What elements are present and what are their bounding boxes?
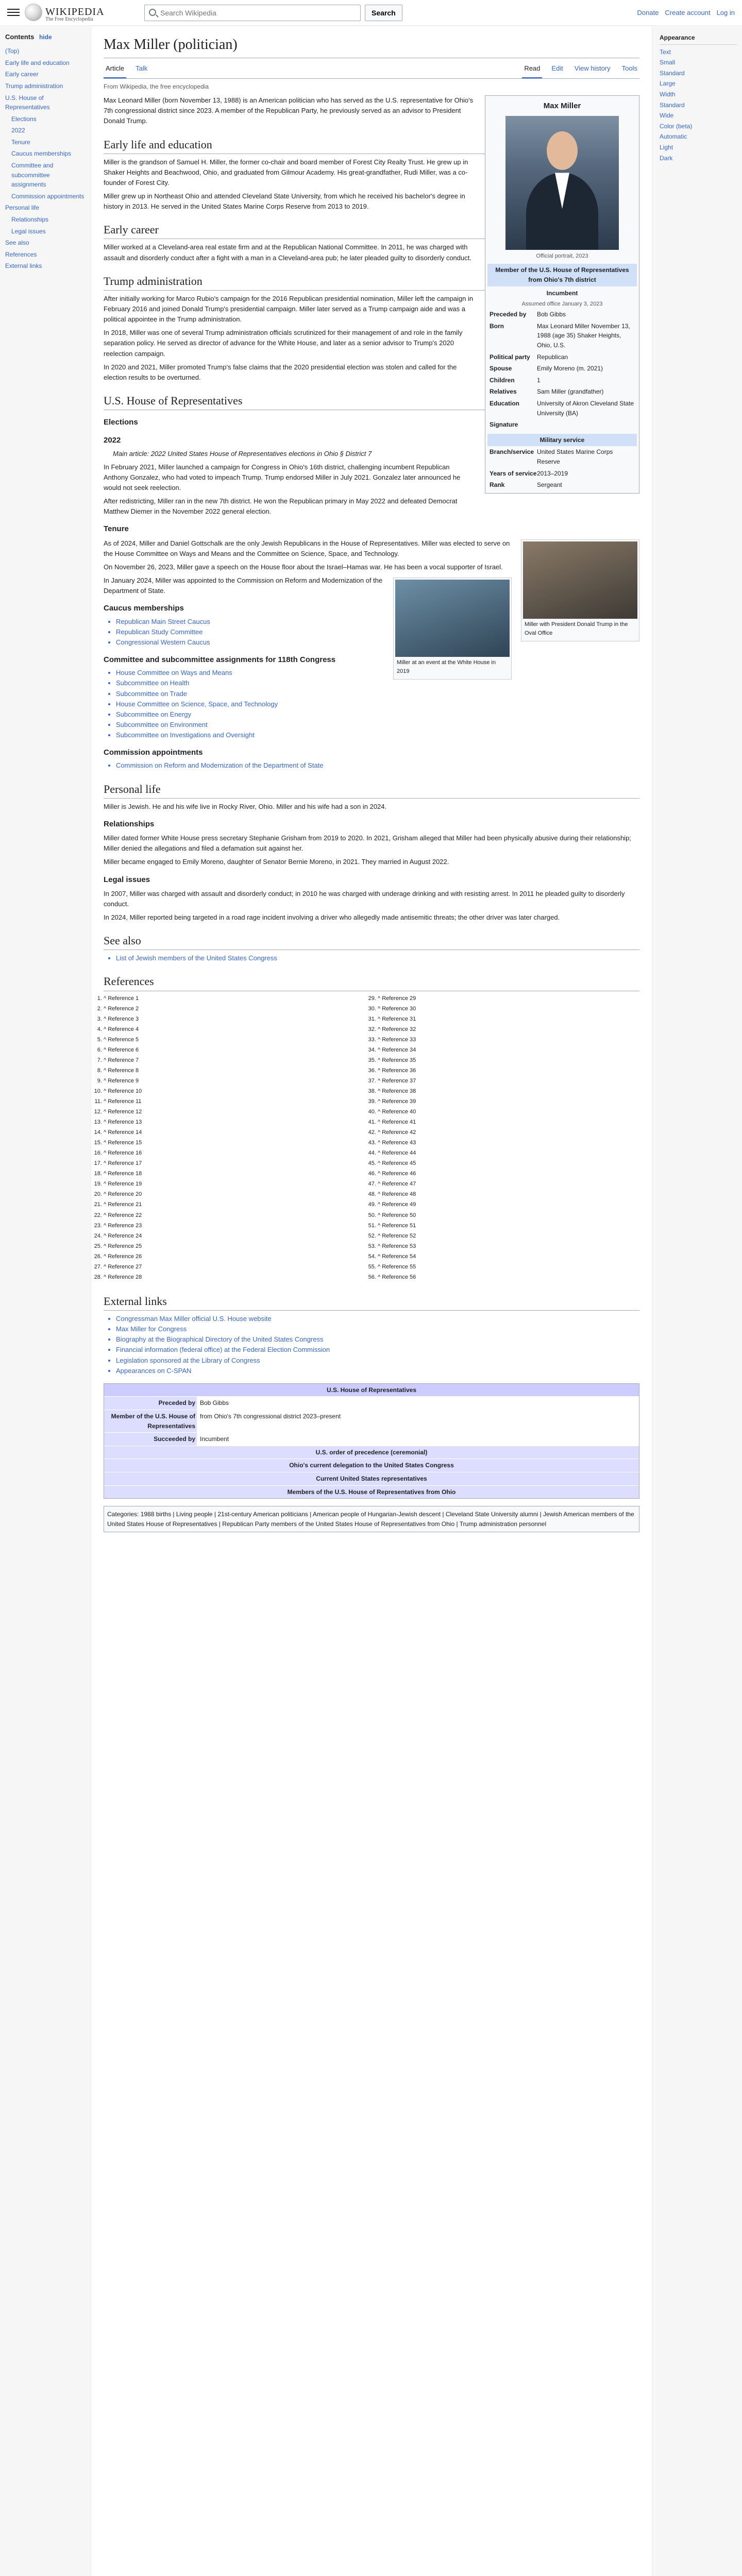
reference-item[interactable]: 22. ^ Reference 22 <box>104 1211 365 1220</box>
external-links-list <box>116 1314 639 1376</box>
reference-item[interactable]: 30. ^ Reference 30 <box>378 1005 639 1013</box>
infobox-incumbent: Incumbent <box>546 289 578 297</box>
toc-item[interactable]: Committee and subcommittee assignments <box>11 162 54 189</box>
navbox-value[interactable]: from Ohio's 7th congressional district 2023–present <box>197 1410 639 1432</box>
reference-item[interactable]: 15. ^ Reference 15 <box>104 1139 365 1147</box>
paragraph: In January 2024, Miller was appointed to the Commission on Reform and Modernization of the Department of State. <box>104 577 383 595</box>
appearance-option[interactable]: Dark <box>660 154 673 162</box>
reference-item[interactable]: 23. ^ Reference 23 <box>104 1222 365 1230</box>
infobox-label: Born <box>490 322 504 330</box>
infobox-row <box>487 320 637 351</box>
infobox-value: Bob Gibbs <box>537 311 566 318</box>
reference-item[interactable]: 19. ^ Reference 19 <box>104 1180 365 1189</box>
infobox-value: Sam Miller (grandfather) <box>537 388 604 396</box>
see-also-item[interactable]: • List of Jewish members of the United States Congress <box>116 953 639 963</box>
official-portrait-photo[interactable] <box>505 116 619 250</box>
infobox-value: University of Akron Cleveland State University (BA) <box>537 400 634 417</box>
appearance-option[interactable]: Small <box>660 59 676 66</box>
toc-item[interactable]: Caucus memberships <box>11 150 72 158</box>
toc-list <box>5 45 86 272</box>
main-article-hatnote[interactable]: Main article: 2022 United States House of Representatives elections in Ohio § District 7 <box>113 449 372 457</box>
infobox-label: Preceded by <box>490 311 527 318</box>
paragraph: On November 26, 2023, Miller gave a speech on the House floor about the Israel–Hamas war. He has been a vocal supporter of Israel. <box>104 563 503 571</box>
infobox-row <box>487 398 637 419</box>
infobox-label: Rank <box>490 481 505 489</box>
reference-item[interactable]: 4. ^ Reference 4 <box>104 1025 365 1034</box>
infobox-value: 2013–2019 <box>537 469 568 477</box>
reference-item[interactable]: 55. ^ Reference 55 <box>378 1263 639 1272</box>
article-content <box>91 26 652 2576</box>
reference-item[interactable]: 14. ^ Reference 14 <box>104 1128 365 1137</box>
paragraph: Miller worked at a Cleveland-area real estate firm and at the Republican National Committee. In 2011, he was charged with assault and disorderly conduct after a fight with a man in a Cleveland-area pub; he later pleaded guilty to disorderly conduct. <box>104 243 471 262</box>
thumbnail-figure <box>521 539 639 641</box>
committee-item[interactable]: • Subcommittee on Environment <box>116 720 639 730</box>
table-of-contents <box>0 26 91 278</box>
toc-item[interactable]: Tenure <box>11 138 30 146</box>
reference-item[interactable]: 20. ^ Reference 20 <box>104 1190 365 1199</box>
lead-paragraph: Max Leonard Miller (born November 13, 1988) is an American politician who has served as the U.S. representative for Ohio's 7th congressional district since 2023. A member of the Republican Party, he previously served as an advisor to President Donald Trump. <box>104 96 474 125</box>
section-see-also: See also <box>104 932 639 950</box>
tab-talk[interactable]: Talk <box>136 64 148 73</box>
paragraph: In February 2021, Miller launched a campaign for Congress in Ohio's 16th district, challenging incumbent Republican Anthony Gonzalez, who had voted to impeach Trump. Trump endorsed Miller in July 2021. Gonzalez later announced he would not seek reelection. <box>104 463 461 492</box>
reference-item[interactable]: 24. ^ Reference 24 <box>104 1232 365 1241</box>
paragraph: In 2018, Miller was one of several Trump administration officials scrutinized for their management of and role in the family separation policy. He served as director of advance for the White House, and later as a senior advisor to Trump's 2020 reelection campaign. <box>104 329 463 358</box>
navbox-row <box>104 1396 639 1410</box>
paragraph: Miller grew up in Northeast Ohio and attended Cleveland State University, from which he received his bachelor's degree in history in 2013. He served in the United States Marine Corps Reserve from 2013 to 2019. <box>104 192 465 211</box>
thumbnail-caption: Miller with President Donald Trump in the Oval Office <box>525 621 628 636</box>
committee-item[interactable]: • House Committee on Science, Space, and Technology <box>116 699 639 709</box>
reference-item[interactable]: 12. ^ Reference 12 <box>104 1108 365 1116</box>
infobox-label: Political party <box>490 353 530 361</box>
paragraph: Miller dated former White House press secretary Stephanie Grisham from 2019 to 2020. In 2021, Grisham alleged that Miller had been physically abusive during their relationship; Miller denied the allegations and filed a defamation suit against her. <box>104 834 631 853</box>
photo-caption: Official portrait, 2023 <box>536 253 588 260</box>
committee-list <box>116 668 639 740</box>
search-input[interactable] <box>160 7 315 19</box>
toc-item[interactable]: References <box>5 250 37 258</box>
toc-item[interactable]: See also <box>5 239 29 247</box>
reference-item[interactable]: 45. ^ Reference 45 <box>378 1159 639 1168</box>
paragraph: In 2024, Miller reported being targeted in a road rage incident involving a driver who allegedly made antisemitic threats; the other driver was later charged. <box>104 913 560 922</box>
reference-item[interactable]: 8. ^ Reference 8 <box>104 1066 365 1075</box>
toc-item[interactable]: 2022 <box>11 127 25 134</box>
navbox-value[interactable]: Incumbent <box>197 1433 639 1446</box>
site-header <box>0 0 742 26</box>
toc-item[interactable]: Legal issues <box>11 227 46 235</box>
infobox-value: United States Marine Corps Reserve <box>537 448 613 465</box>
reference-item[interactable]: 34. ^ Reference 34 <box>378 1046 639 1055</box>
external-link-item[interactable]: • Congressman Max Miller official U.S. House website <box>116 1314 639 1324</box>
toc-item[interactable]: U.S. House of Representatives <box>5 94 50 111</box>
toc-item[interactable]: (Top) <box>5 47 20 55</box>
infobox-value: Emily Moreno (m. 2021) <box>537 365 603 372</box>
infobox-rows <box>487 309 637 431</box>
reference-item[interactable]: 10. ^ Reference 10 <box>104 1087 365 1096</box>
reference-item[interactable]: 13. ^ Reference 13 <box>104 1118 365 1127</box>
section-references: References <box>104 973 639 991</box>
succession-navbox <box>104 1383 639 1499</box>
section-early-career: Early career <box>104 221 639 239</box>
appearance-option[interactable]: Standard <box>660 101 685 109</box>
infobox-row <box>487 479 637 491</box>
infobox-title: Max Miller <box>543 101 581 111</box>
references-list <box>104 994 639 1283</box>
reference-item[interactable]: 6. ^ Reference 6 <box>104 1046 365 1055</box>
paragraph: After initially working for Marco Rubio's campaign for the 2016 Republican presidential nomination, Miller left the campaign in February 2016 and joined Donald Trump's presidential campaign. Miller later served as a Trump campaign aide and was a political appointee in the Trump administration. <box>104 294 474 324</box>
navbox-value[interactable]: Bob Gibbs <box>197 1397 639 1410</box>
wikipedia-wordmark[interactable]: WIKIPEDIA <box>45 6 105 18</box>
reference-item[interactable]: 27. ^ Reference 27 <box>104 1263 365 1272</box>
search-icon <box>149 9 156 16</box>
reference-item[interactable]: 49. ^ Reference 49 <box>378 1200 639 1209</box>
appearance-option[interactable]: Automatic <box>660 133 687 141</box>
reference-item[interactable]: 54. ^ Reference 54 <box>378 1252 639 1261</box>
section-personal-life: Personal life <box>104 781 639 799</box>
committee-item[interactable]: • House Committee on Ways and Means <box>116 668 639 678</box>
thumbnail-caption: Miller at an event at the White House in 2019 <box>397 659 496 675</box>
reference-item[interactable]: 16. ^ Reference 16 <box>104 1149 365 1158</box>
navbox-row <box>104 1410 639 1432</box>
caucus-item[interactable]: • Republican Study Committee <box>116 627 639 637</box>
thumbnail-image[interactable] <box>395 580 510 657</box>
infobox-row <box>487 468 637 480</box>
search-button[interactable]: Search <box>365 5 402 21</box>
infobox-row <box>487 363 637 375</box>
toc-item[interactable]: Early career <box>5 71 39 78</box>
infobox-value: Max Leonard Miller November 13, 1988 (age 35) Shaker Heights, Ohio, U.S. <box>537 322 630 349</box>
reference-item[interactable]: 25. ^ Reference 25 <box>104 1242 365 1251</box>
reference-item[interactable]: 39. ^ Reference 39 <box>378 1097 639 1106</box>
committee-item[interactable]: • Subcommittee on Trade <box>116 689 639 699</box>
reference-item[interactable]: 9. ^ Reference 9 <box>104 1077 365 1086</box>
navbox-label: Succeeded by <box>104 1433 197 1446</box>
tab-tools[interactable]: Tools <box>621 64 637 73</box>
reference-item[interactable]: 50. ^ Reference 50 <box>378 1211 639 1220</box>
search-box <box>144 5 361 21</box>
subsection-legal-issues: Legal issues <box>104 875 150 884</box>
reference-item[interactable]: 7. ^ Reference 7 <box>104 1056 365 1065</box>
appearance-panel <box>660 33 737 163</box>
main-menu-icon[interactable] <box>7 7 20 18</box>
appearance-option[interactable]: Large <box>660 80 676 88</box>
section-external-links: External links <box>104 1293 639 1311</box>
external-link-item[interactable]: • Biography at the Biographical Directory of the United States Congress <box>116 1334 639 1345</box>
donate-link[interactable]: Donate <box>637 9 659 16</box>
appearance-option[interactable]: Light <box>660 143 673 151</box>
reference-item[interactable]: 21. ^ Reference 21 <box>104 1200 365 1209</box>
reference-item[interactable]: 42. ^ Reference 42 <box>378 1128 639 1137</box>
infobox-office-section: Member of the U.S. House of Representatives from Ohio's 7th district <box>487 264 637 286</box>
external-link-item[interactable]: • Max Miller for Congress <box>116 1324 639 1334</box>
paragraph: Miller is Jewish. He and his wife live in Rocky River, Ohio. Miller and his wife had a son in 2024. <box>104 802 387 810</box>
reference-item[interactable]: 38. ^ Reference 38 <box>378 1087 639 1096</box>
infobox-label: Spouse <box>490 365 512 372</box>
infobox-value: Republican <box>537 353 568 361</box>
reference-item[interactable]: 47. ^ Reference 47 <box>378 1180 639 1189</box>
appearance-option[interactable]: Color (beta) <box>660 122 693 130</box>
reference-item[interactable]: 11. ^ Reference 11 <box>104 1097 365 1106</box>
paragraph: As of 2024, Miller and Daniel Gottschalk are the only Jewish Republicans in the House of Representatives. Miller was elected to serve on the House Committee on Ways and Means and the Committee on Science, Space, and Technology. <box>104 539 510 557</box>
page-tabs <box>104 60 639 78</box>
infobox-row <box>487 375 637 386</box>
reference-item[interactable]: 43. ^ Reference 43 <box>378 1139 639 1147</box>
toc-item[interactable]: Relationships <box>11 216 49 224</box>
subsection-tenure: Tenure <box>104 524 129 534</box>
subsection-elections: Elections <box>104 418 138 427</box>
infobox-row <box>487 351 637 363</box>
infobox-military-rows <box>487 446 637 490</box>
reference-item[interactable]: 32. ^ Reference 32 <box>378 1025 639 1034</box>
infobox-row <box>487 309 637 320</box>
subsection-relationships: Relationships <box>104 819 155 828</box>
user-links <box>637 8 735 18</box>
infobox-label: Signature <box>490 421 518 429</box>
paragraph: After redistricting, Miller ran in the new 7th district. He won the Republican primary in May 2022 and defeated Democrat Matthew Diemer in the November 2022 general election. <box>104 497 458 516</box>
tab-read[interactable]: Read <box>522 60 542 78</box>
infobox-label: Branch/service <box>490 448 534 456</box>
external-link-item[interactable]: • Appearances on C-SPAN <box>116 1366 639 1376</box>
wikipedia-tagline: The Free Encyclopedia <box>45 16 93 22</box>
paragraph: In 2020 and 2021, Miller promoted Trump's false claims that the 2020 presidential election was stolen and called for the election results to be overturned. <box>104 363 457 381</box>
reference-item[interactable]: 31. ^ Reference 31 <box>378 1015 639 1024</box>
subsection-caucus: Caucus memberships <box>104 604 184 613</box>
reference-item[interactable]: 18. ^ Reference 18 <box>104 1170 365 1178</box>
create-account-link[interactable]: Create account <box>665 9 711 16</box>
reference-item[interactable]: 5. ^ Reference 5 <box>104 1036 365 1044</box>
infobox-value <box>537 420 635 430</box>
infobox-assumed-office: Assumed office January 3, 2023 <box>521 301 603 308</box>
navbox-current-representatives[interactable]: Current United States representatives <box>104 1472 639 1485</box>
navbox-row <box>104 1432 639 1446</box>
committee-item[interactable]: • Subcommittee on Health <box>116 678 639 688</box>
infobox-label: Relatives <box>490 388 517 396</box>
toc-item[interactable]: Early life and education <box>5 59 70 66</box>
paragraph: Miller is the grandson of Samuel H. Miller, the former co-chair and board member of Forest City Realty Trust. He grew up in Shaker Heights and Beachwood, Ohio, and graduated from Gilmour Academy. His great-grandfather, Rudi Miller, was a co-founder of Forest City. <box>104 158 468 187</box>
appearance-title: Appearance <box>660 33 737 45</box>
toc-item[interactable]: Personal life <box>5 204 40 212</box>
section-house: U.S. House of Representatives <box>104 392 639 410</box>
wikipedia-globe-logo[interactable] <box>25 4 42 21</box>
navbox-ohio-delegation[interactable]: Ohio's current delegation to the United States Congress <box>104 1459 639 1472</box>
subsection-commission: Commission appointments <box>104 748 203 757</box>
reference-item[interactable]: 37. ^ Reference 37 <box>378 1077 639 1086</box>
toc-title: Contents hide <box>5 33 52 41</box>
reference-item[interactable]: 48. ^ Reference 48 <box>378 1190 639 1199</box>
reference-item[interactable]: 52. ^ Reference 52 <box>378 1232 639 1241</box>
reference-item[interactable]: 40. ^ Reference 40 <box>378 1108 639 1116</box>
navbox-label: Preceded by <box>104 1397 197 1410</box>
external-link-item[interactable]: • Legislation sponsored at the Library of Congress <box>116 1355 639 1366</box>
reference-item[interactable]: 2. ^ Reference 2 <box>104 1005 365 1013</box>
reference-item[interactable]: 1. ^ Reference 1 <box>104 994 365 1003</box>
infobox-label: Children <box>490 376 515 384</box>
paragraph: In 2007, Miller was charged with assault and disorderly conduct; in 2010 he was charged with underage drinking and with resisting arrest. In 2011 he pleaded guilty to disorderly conduct. <box>104 889 625 908</box>
subsection-2022: 2022 <box>104 436 121 445</box>
toc-item[interactable]: Commission appointments <box>11 192 85 200</box>
infobox-label: Years of service <box>490 469 537 477</box>
reference-item[interactable]: 56. ^ Reference 56 <box>378 1273 639 1282</box>
reference-item[interactable]: 17. ^ Reference 17 <box>104 1159 365 1168</box>
infobox-row <box>487 386 637 398</box>
navbox-title: U.S. House of Representatives <box>104 1384 639 1397</box>
category-links[interactable]: Categories: 1988 births | Living people | 21st-century American politicians | American people of Hungarian-Jewish descent | Cleveland State University alumni | Jewish American members of the United States House of Representatives | Republican Party members of the United States House of Representatives from Ohio | Trump administration personnel <box>104 1506 639 1532</box>
reference-item[interactable]: 36. ^ Reference 36 <box>378 1066 639 1075</box>
toc-item[interactable]: Elections <box>11 115 37 123</box>
infobox-value: 1 <box>537 376 541 384</box>
appearance-option[interactable]: Width <box>660 90 676 98</box>
tab-edit[interactable]: Edit <box>551 64 563 73</box>
login-link[interactable]: Log in <box>716 9 735 16</box>
external-link-item[interactable]: • Financial information (federal office) at the Federal Election Commission <box>116 1345 639 1355</box>
infobox-military-section: Military service <box>487 434 637 447</box>
thumbnail-figure <box>393 578 512 680</box>
reference-item[interactable]: 33. ^ Reference 33 <box>378 1036 639 1044</box>
section-trump-administration: Trump administration <box>104 273 639 291</box>
reference-item[interactable]: 51. ^ Reference 51 <box>378 1222 639 1230</box>
reference-item[interactable]: 28. ^ Reference 28 <box>104 1273 365 1282</box>
page-title: Max Miller (politician) <box>104 33 639 58</box>
see-also-list <box>116 953 639 963</box>
infobox-row <box>487 446 637 467</box>
navbox-precedence[interactable]: U.S. order of precedence (ceremonial) <box>104 1446 639 1459</box>
appearance-option[interactable]: Wide <box>660 112 674 120</box>
tab-view-history[interactable]: View history <box>574 64 611 73</box>
reference-item[interactable]: 26. ^ Reference 26 <box>104 1252 365 1261</box>
navbox-ohio-members[interactable]: Members of the U.S. House of Representatives from Ohio <box>104 1485 639 1499</box>
infobox-value: Sergeant <box>537 481 562 489</box>
paragraph: Miller became engaged to Emily Moreno, daughter of Senator Bernie Moreno, in 2021. They married in August 2022. <box>104 858 449 866</box>
subsection-committees: Committee and subcommittee assignments for 118th Congress <box>104 655 336 664</box>
reference-item[interactable]: 53. ^ Reference 53 <box>378 1242 639 1251</box>
thumbnail-image[interactable] <box>523 541 637 619</box>
caucus-item[interactable]: • Congressional Western Caucus <box>116 637 639 648</box>
caucus-item[interactable]: • Republican Main Street Caucus <box>116 617 639 627</box>
committee-item[interactable]: • Subcommittee on Investigations and Oversight <box>116 730 639 740</box>
reference-item[interactable]: 35. ^ Reference 35 <box>378 1056 639 1065</box>
reference-item[interactable]: 46. ^ Reference 46 <box>378 1170 639 1178</box>
reference-item[interactable]: 44. ^ Reference 44 <box>378 1149 639 1158</box>
section-early-life: Early life and education <box>104 136 639 154</box>
toc-hide-button[interactable]: hide <box>39 33 52 41</box>
tab-article[interactable]: Article <box>104 60 126 78</box>
toc-item[interactable]: External links <box>5 262 42 270</box>
infobox-label: Education <box>490 400 520 407</box>
toc-item[interactable]: Trump administration <box>5 82 63 90</box>
infobox <box>485 95 639 494</box>
committee-item[interactable]: • Subcommittee on Energy <box>116 709 639 720</box>
appearance-option[interactable]: Text <box>660 48 671 56</box>
infobox-row <box>487 419 637 431</box>
navbox-label: Member of the U.S. House of Representatives <box>104 1410 197 1432</box>
commission-list <box>116 760 639 771</box>
reference-item[interactable]: 3. ^ Reference 3 <box>104 1015 365 1024</box>
reference-item[interactable]: 41. ^ Reference 41 <box>378 1118 639 1127</box>
from-wikipedia: From Wikipedia, the free encyclopedia <box>104 82 209 90</box>
commission-item[interactable]: • Commission on Reform and Modernization of the Department of State <box>116 760 639 771</box>
appearance-option[interactable]: Standard <box>660 69 685 77</box>
reference-item[interactable]: 29. ^ Reference 29 <box>378 994 639 1003</box>
